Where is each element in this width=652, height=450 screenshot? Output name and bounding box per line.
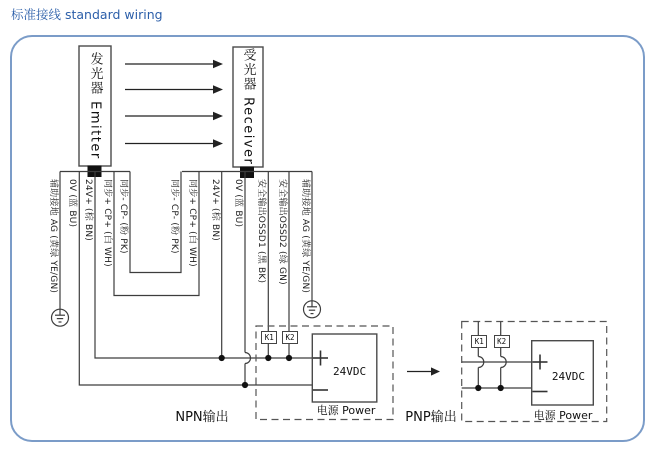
earth-ground-icon	[304, 301, 321, 318]
wire-label-receiver-cpp: 同步+ CP+ (白 WH)	[187, 179, 197, 267]
junction-dot	[265, 355, 271, 361]
beam-arrow-icons	[125, 60, 223, 148]
section-arrow-icon	[407, 367, 440, 375]
npn-junction-dots	[219, 355, 293, 388]
emitter-box-label: 发光器 Emitter	[87, 52, 103, 160]
receiver-connector	[240, 167, 254, 179]
beam-arrow-icon	[125, 112, 223, 120]
wire-label-receiver-ag: 辅助接地 AG (黄绿 YE/GN)	[300, 179, 310, 294]
wire-label-ossd1: 安全输出OSSD1 (黑 BK)	[256, 179, 267, 284]
wire-label-receiver-0v: 0V (蓝 BU)	[233, 179, 243, 228]
pnp-k1-relay-label: K1	[471, 335, 487, 348]
earth-ground-icon	[52, 309, 69, 326]
junction-dot	[498, 385, 504, 391]
junction-dot	[475, 385, 481, 391]
junction-dot	[242, 382, 248, 388]
wire-label-ossd2: 安全输出OSSD2 (绿 GN)	[277, 179, 287, 285]
npn-psu-value: 24VDC	[332, 364, 367, 378]
wire-label-receiver-cpm: 同步- CP- (粉 PK)	[169, 179, 179, 254]
pnp-psu-value: 24VDC	[551, 370, 586, 384]
beam-arrow-icon	[125, 85, 223, 93]
wire-label-emitter-ag: 辅助接地 AG (黄绿 YE/GN)	[48, 179, 58, 294]
wire-label-emitter-cpp: 同步+ CP+ (白 WH)	[102, 179, 112, 267]
wire-label-emitter-0v: 0V (蓝 BU)	[67, 179, 77, 228]
wire-label-emitter-24v: 24V+ (棕 BN)	[83, 179, 93, 242]
page-title: 标准接线 standard wiring	[11, 7, 163, 22]
npn-section-label: NPN输出	[175, 410, 229, 425]
junction-dot	[219, 355, 225, 361]
beam-arrow-icon	[125, 139, 223, 147]
pnp-section-label: PNP输出	[405, 410, 457, 425]
pnp-k2-relay-label: K2	[494, 335, 510, 348]
pnp-wires	[462, 322, 532, 389]
npn-k2-relay-label: K2	[282, 331, 298, 344]
npn-psu-label: 电源 Power	[316, 403, 376, 417]
junction-dot	[286, 355, 292, 361]
wire-label-receiver-24v: 24V+ (棕 BN)	[209, 179, 220, 242]
receiver-box-label: 受光器 Receiver	[240, 48, 256, 166]
pnp-psu-label: 电源 Power	[533, 409, 593, 422]
npn-k1-relay-label: K1	[261, 331, 277, 344]
wire-label-emitter-cpm: 同步- CP- (粉 PK)	[118, 179, 128, 254]
beam-arrow-icon	[125, 60, 223, 68]
